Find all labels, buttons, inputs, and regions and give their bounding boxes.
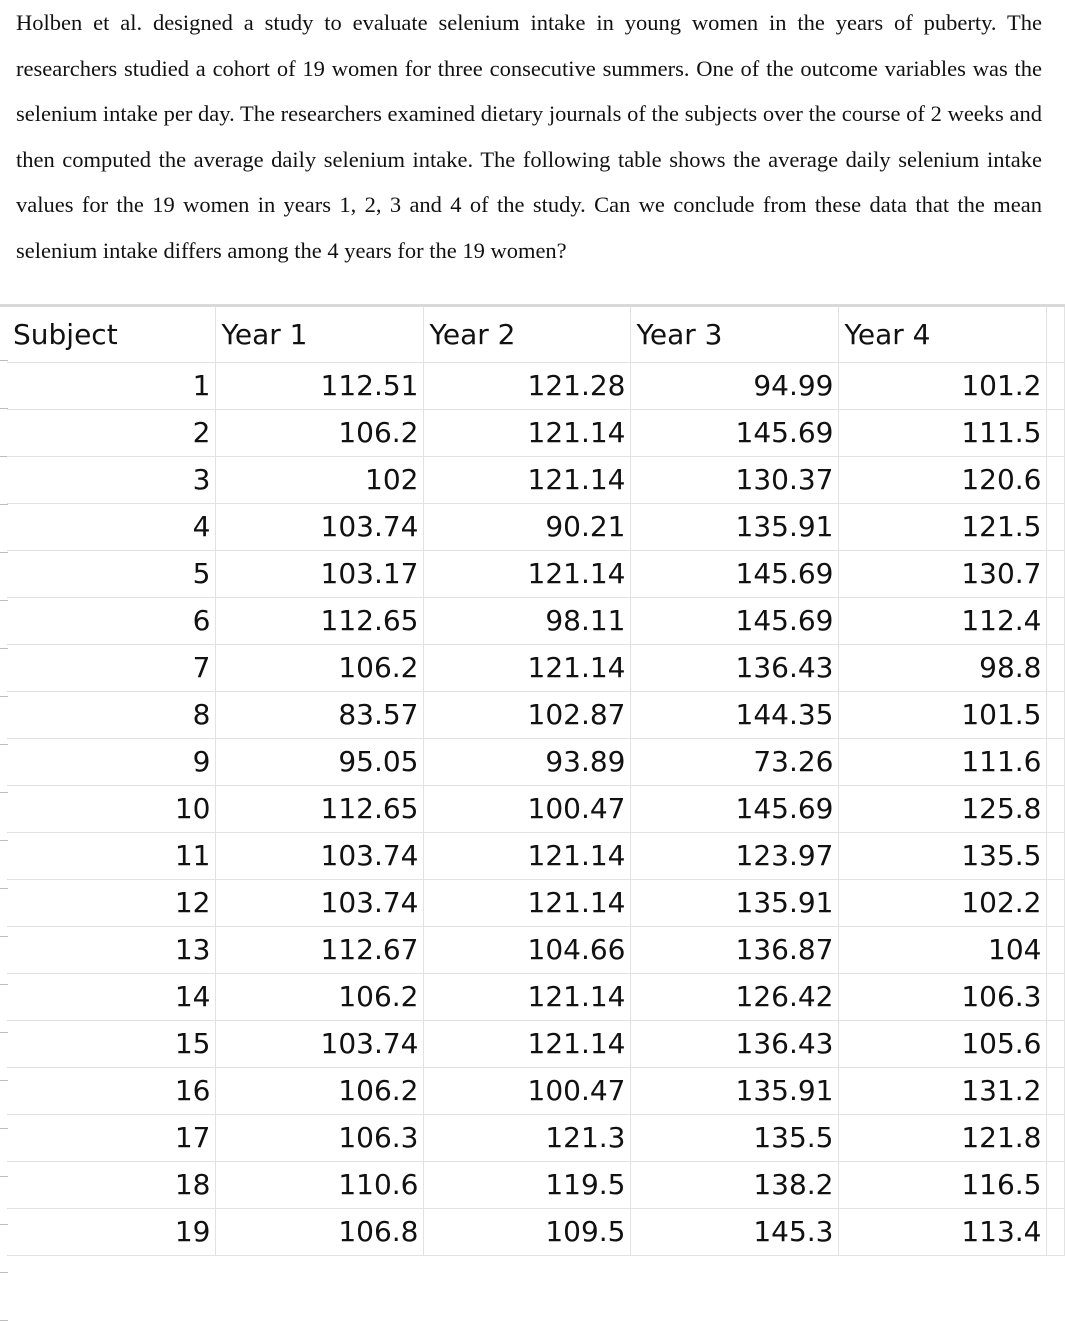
table-body [7,362,1064,1255]
table-row [7,1114,1064,1161]
year-3-cell[interactable]: 135.91 [630,503,838,550]
year-4-cell[interactable]: 111.6 [838,738,1046,785]
table-row [7,785,1064,832]
table-row [7,362,1064,409]
year-1-cell[interactable]: 106.2 [215,973,423,1020]
year-1-cell[interactable]: 112.65 [215,785,423,832]
year-3-cell[interactable]: 135.5 [630,1114,838,1161]
year-3-cell[interactable]: 136.87 [630,926,838,973]
year-4-cell[interactable]: 98.8 [838,644,1046,691]
empty-cell[interactable] [1046,691,1064,738]
empty-cell[interactable] [1046,644,1064,691]
header-year-2[interactable]: Year 2 [423,307,630,362]
empty-cell[interactable] [1046,1067,1064,1114]
year-1-cell[interactable]: 106.8 [215,1208,423,1255]
year-2-cell[interactable]: 100.47 [423,785,630,832]
year-1-cell[interactable]: 106.3 [215,1114,423,1161]
year-1-cell[interactable]: 112.65 [215,597,423,644]
table-row [7,691,1064,738]
subject-cell[interactable]: 18 [7,1161,215,1208]
year-1-cell[interactable]: 106.2 [215,1067,423,1114]
empty-cell[interactable] [1046,832,1064,879]
table-row [7,1067,1064,1114]
year-2-cell[interactable]: 98.11 [423,597,630,644]
subject-cell[interactable]: 19 [7,1208,215,1255]
empty-cell[interactable] [1046,738,1064,785]
year-3-cell[interactable]: 145.69 [630,597,838,644]
empty-cell[interactable] [1046,973,1064,1020]
subject-cell[interactable]: 3 [7,456,215,503]
year-1-cell[interactable]: 83.57 [215,691,423,738]
empty-cell[interactable] [1046,1208,1064,1255]
year-3-cell[interactable]: 130.37 [630,456,838,503]
year-1-cell[interactable]: 103.74 [215,1020,423,1067]
year-2-cell[interactable]: 119.5 [423,1161,630,1208]
year-2-cell[interactable]: 109.5 [423,1208,630,1255]
empty-cell[interactable] [1046,550,1064,597]
header-empty-cell[interactable] [1046,307,1064,362]
year-2-cell[interactable]: 121.14 [423,644,630,691]
year-4-cell[interactable]: 112.4 [838,597,1046,644]
year-1-cell[interactable]: 103.17 [215,550,423,597]
empty-cell[interactable] [1046,409,1064,456]
subject-cell[interactable]: 12 [7,879,215,926]
year-2-cell[interactable]: 104.66 [423,926,630,973]
empty-cell[interactable] [1046,926,1064,973]
table-row [7,926,1064,973]
year-4-cell[interactable]: 121.5 [838,503,1046,550]
year-3-cell[interactable]: 145.69 [630,785,838,832]
year-3-cell[interactable]: 136.43 [630,644,838,691]
year-1-cell[interactable]: 95.05 [215,738,423,785]
year-1-cell[interactable]: 110.6 [215,1161,423,1208]
header-row [7,307,1064,362]
problem-statement [16,0,1042,273]
year-4-cell[interactable]: 125.8 [838,785,1046,832]
year-2-cell[interactable]: 102.87 [423,691,630,738]
empty-cell[interactable] [1046,362,1064,409]
table-row [7,503,1064,550]
empty-cell[interactable] [1046,785,1064,832]
year-2-cell[interactable]: 121.14 [423,456,630,503]
subject-cell[interactable]: 1 [7,362,215,409]
year-1-cell[interactable]: 112.67 [215,926,423,973]
year-2-cell[interactable]: 121.3 [423,1114,630,1161]
year-2-cell[interactable]: 121.14 [423,1020,630,1067]
empty-cell[interactable] [1046,879,1064,926]
year-4-cell[interactable]: 104 [838,926,1046,973]
empty-cell[interactable] [1046,1020,1064,1067]
year-4-cell[interactable]: 101.5 [838,691,1046,738]
empty-cell[interactable] [1046,1114,1064,1161]
subject-cell[interactable]: 11 [7,832,215,879]
subject-cell[interactable]: 13 [7,926,215,973]
year-4-cell[interactable]: 106.3 [838,973,1046,1020]
year-4-cell[interactable]: 135.5 [838,832,1046,879]
table-row [7,738,1064,785]
year-1-cell[interactable]: 103.74 [215,879,423,926]
empty-cell[interactable] [1046,456,1064,503]
table-row [7,456,1064,503]
year-3-cell[interactable]: 136.43 [630,1020,838,1067]
year-2-cell[interactable]: 93.89 [423,738,630,785]
table-row [7,597,1064,644]
subject-cell[interactable]: 10 [7,785,215,832]
subject-cell[interactable]: 4 [7,503,215,550]
table-row [7,973,1064,1020]
header-year-3[interactable]: Year 3 [630,307,838,362]
year-1-cell[interactable]: 106.2 [215,644,423,691]
year-2-cell[interactable]: 121.14 [423,879,630,926]
year-3-cell[interactable]: 145.69 [630,550,838,597]
year-4-cell[interactable]: 102.2 [838,879,1046,926]
subject-cell[interactable]: 7 [7,644,215,691]
year-2-cell[interactable]: 121.14 [423,832,630,879]
selenium-intake-table [7,307,1065,1256]
table-row [7,832,1064,879]
year-3-cell[interactable]: 73.26 [630,738,838,785]
year-2-cell[interactable]: 121.14 [423,973,630,1020]
year-4-cell[interactable]: 120.6 [838,456,1046,503]
year-4-cell[interactable]: 105.6 [838,1020,1046,1067]
year-3-cell[interactable]: 126.42 [630,973,838,1020]
subject-cell[interactable]: 6 [7,597,215,644]
table-row [7,1161,1064,1208]
empty-cell[interactable] [1046,503,1064,550]
table-row [7,409,1064,456]
year-3-cell[interactable]: 144.35 [630,691,838,738]
year-3-cell[interactable]: 135.91 [630,879,838,926]
year-4-cell[interactable]: 113.4 [838,1208,1046,1255]
year-1-cell[interactable]: 102 [215,456,423,503]
table-row [7,879,1064,926]
year-3-cell[interactable]: 145.3 [630,1208,838,1255]
empty-cell[interactable] [1046,597,1064,644]
table-row [7,1208,1064,1255]
subject-cell[interactable]: 17 [7,1114,215,1161]
header-year-1[interactable]: Year 1 [215,307,423,362]
year-4-cell[interactable]: 130.7 [838,550,1046,597]
subject-cell[interactable]: 8 [7,691,215,738]
year-3-cell[interactable]: 135.91 [630,1067,838,1114]
subject-cell[interactable]: 2 [7,409,215,456]
year-4-cell[interactable]: 111.5 [838,409,1046,456]
year-2-cell[interactable]: 121.14 [423,550,630,597]
year-4-cell[interactable]: 101.2 [838,362,1046,409]
table-row [7,550,1064,597]
year-1-cell[interactable]: 112.51 [215,362,423,409]
subject-cell[interactable]: 14 [7,973,215,1020]
year-3-cell[interactable]: 94.99 [630,362,838,409]
year-3-cell[interactable]: 123.97 [630,832,838,879]
year-3-cell[interactable]: 138.2 [630,1161,838,1208]
year-1-cell[interactable]: 106.2 [215,409,423,456]
table-row [7,644,1064,691]
subject-cell[interactable]: 15 [7,1020,215,1067]
year-2-cell[interactable]: 121.14 [423,409,630,456]
year-2-cell[interactable]: 90.21 [423,503,630,550]
subject-cell[interactable]: 5 [7,550,215,597]
subject-cell[interactable]: 9 [7,738,215,785]
row-edge-mark [0,1272,8,1273]
problem-text: Holben et al. designed a study to evaluate selenium intake in young women in the years of puberty. The researchers studied a cohort of 19 women for three consecutive summers. One of the outcome variables was the selenium intake per day. The researchers examined dietary journals of the subjects over the course of 2 weeks and then computed the average daily selenium intake. The following table shows the average daily selenium intake values for the 19 women in years 1, 2, 3 and 4 of the study. Can we conclude from these data that the mean selenium intake differs among the 4 years for the 19 women? [16,10,1042,263]
table-row [7,1020,1064,1067]
year-2-cell[interactable]: 100.47 [423,1067,630,1114]
year-4-cell[interactable]: 131.2 [838,1067,1046,1114]
header-year-4[interactable]: Year 4 [838,307,1046,362]
year-4-cell[interactable]: 121.8 [838,1114,1046,1161]
year-1-cell[interactable]: 103.74 [215,503,423,550]
year-1-cell[interactable]: 103.74 [215,832,423,879]
year-4-cell[interactable]: 116.5 [838,1161,1046,1208]
year-2-cell[interactable]: 121.28 [423,362,630,409]
year-3-cell[interactable]: 145.69 [630,409,838,456]
empty-cell[interactable] [1046,1161,1064,1208]
header-subject[interactable]: Subject [7,307,215,362]
subject-cell[interactable]: 16 [7,1067,215,1114]
